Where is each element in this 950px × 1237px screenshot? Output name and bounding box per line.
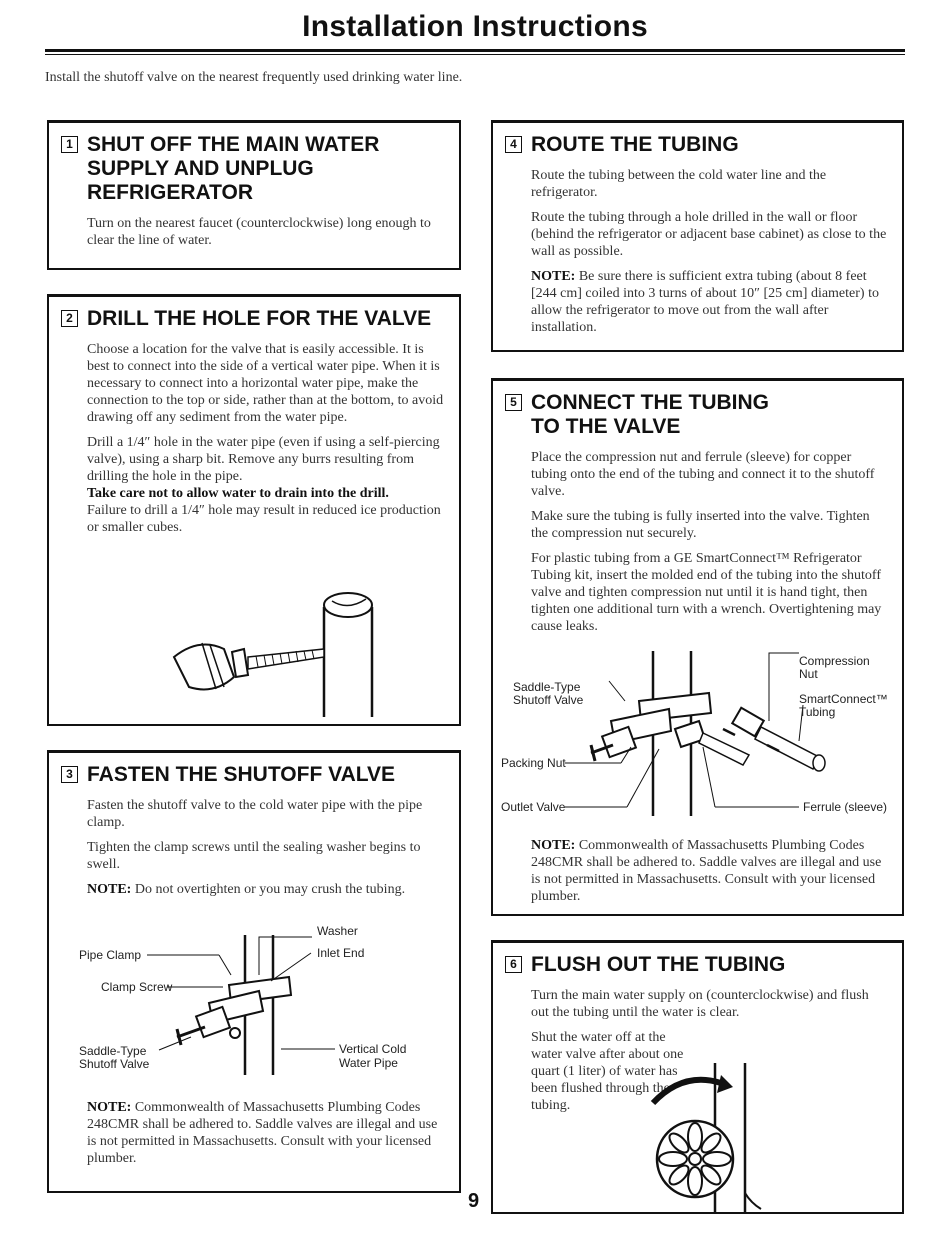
label-compression-nut: Nut <box>799 667 818 681</box>
page-title: Installation Instructions <box>302 10 648 43</box>
step-2-warning: Take care not to allow water to drain into the drill. <box>87 486 389 501</box>
label-washer: Washer <box>317 924 358 938</box>
heading-line: REFRIGERATOR <box>87 181 254 204</box>
step-6-text: Shut the water off at the water valve after about one quart (1 liter) of water has been flushed through the tubing. <box>531 1030 684 1113</box>
step-2-box <box>47 294 461 726</box>
title-rule-thin <box>45 54 905 55</box>
step-4-box <box>491 120 904 352</box>
step-2-text-a: Drill a 1/4″ hole in the water pipe (even if using a self-piercing valve), using a sharp bit. Remove any burrs resulting from drilling the hole in the pipe. <box>87 435 440 484</box>
page-number: 9 <box>468 1190 480 1212</box>
step-5-text: Place the compression nut and ferrule (sleeve) for copper tubing onto the end of the tubing and connect it to the shutoff valve. <box>531 450 875 499</box>
heading-line: FLUSH OUT THE TUBING <box>531 953 786 976</box>
note-text: Be sure there is sufficient extra tubing (about 8 feet [244 cm] coiled into 3 turns of about 10″ [25 cm] diameter) to allow the refrigerator to move out from the wall after installation. <box>531 269 879 335</box>
step-4-text: Route the tubing through a hole drilled in the wall or floor (behind the refrigerator or adjacent base cabinet) as close to the wall as possible. <box>531 210 887 259</box>
heading-line: TO THE VALVE <box>531 415 681 438</box>
step-2-text <box>87 434 447 536</box>
step-4-text: Route the tubing between the cold water line and the refrigerator. <box>531 168 827 200</box>
step-2-heading <box>61 307 447 331</box>
step-3-note <box>87 881 447 898</box>
title-rule <box>45 49 905 52</box>
label-smartconnect: SmartConnect™ <box>799 692 888 706</box>
label-ferrule: Ferrule (sleeve) <box>803 800 888 814</box>
intro-text: Install the shutoff valve on the nearest frequently used drinking water line. <box>45 70 463 85</box>
heading-line: FASTEN THE SHUTOFF VALVE <box>87 763 396 786</box>
note-text: Do not overtighten or you may crush the tubing. <box>134 882 406 897</box>
note-label: NOTE: <box>87 1100 132 1115</box>
label-saddle-valve: Saddle-Type <box>513 680 581 694</box>
step-6-box <box>491 940 904 1214</box>
step-1-heading <box>61 133 447 205</box>
note-text: Commonwealth of Massachusetts Plumbing Codes 248CMR shall be adhered to. Saddle valves are illegal and use is not permitted in Massachusetts. Consult with your licensed plumber. <box>531 838 882 904</box>
step-number: 3 <box>61 766 78 783</box>
heading-line: SHUT OFF THE MAIN WATER <box>87 133 380 156</box>
step-4-note <box>531 268 890 336</box>
step-6-heading <box>505 953 890 977</box>
label-saddle-valve: Shutoff Valve <box>513 693 584 707</box>
step-5-note <box>531 837 894 905</box>
note-label: NOTE: <box>87 882 132 897</box>
step-number: 6 <box>505 956 522 973</box>
step-1-box <box>47 120 461 270</box>
note-text: Commonwealth of Massachusetts Plumbing Codes 248CMR shall be adhered to. Saddle valves are illegal and use is not permitted in Massachusetts. Consult with your licensed plumber. <box>87 1100 438 1166</box>
step-6-text: Turn the main water supply on (counterclockwise) and flush out the tubing until the water is clear. <box>531 988 869 1020</box>
valve-handle-illustration <box>633 1063 803 1213</box>
step-2-text-b: Failure to drill a 1/4″ hole may result in reduced ice production or smaller cubes. <box>87 503 441 535</box>
note-label: NOTE: <box>531 838 576 853</box>
step-5-box <box>491 378 904 916</box>
step-3-box <box>47 750 461 1193</box>
label-pipe-clamp: Pipe Clamp <box>79 948 142 962</box>
step-3-heading <box>61 763 447 787</box>
note-label: NOTE: <box>531 269 576 284</box>
tubing-connection-diagram <box>499 651 899 821</box>
step-5-heading <box>505 391 890 439</box>
label-clamp-screw: Clamp Screw <box>101 980 173 994</box>
label-saddle-valve: Saddle-Type <box>79 1044 147 1058</box>
step-2-text: Choose a location for the valve that is easily accessible. It is best to connect into the side of a vertical water pipe. When it is necessary to connect into a horizontal water pipe, make the connection to the top or side, rather than at the bottom, to avoid drawing off any sediment from the water pipe. <box>87 342 444 425</box>
label-compression-nut: Compression <box>799 654 870 668</box>
heading-line: CONNECT THE TUBING <box>531 391 769 414</box>
step-number: 5 <box>505 394 522 411</box>
step-3-text: Fasten the shutoff valve to the cold water pipe with the pipe clamp. <box>87 798 423 830</box>
heading-line: SUPPLY AND UNPLUG <box>87 157 314 180</box>
step-5-text: Make sure the tubing is fully inserted into the valve. Tighten the compression nut securely. <box>531 509 870 541</box>
step-3-note-2 <box>87 1099 447 1167</box>
step-1-text: Turn on the nearest faucet (counterclockwise) long enough to clear the line of water. <box>87 216 431 248</box>
step-3-text: Tighten the clamp screws until the sealing washer begins to swell. <box>87 840 421 872</box>
label-vertical-pipe: Vertical Cold <box>339 1042 407 1056</box>
step-number: 1 <box>61 136 78 153</box>
step-number: 4 <box>505 136 522 153</box>
step-number: 2 <box>61 310 78 327</box>
label-smartconnect: Tubing <box>799 705 836 719</box>
heading-line: ROUTE THE TUBING <box>531 133 739 156</box>
heading-line: DRILL THE HOLE FOR THE VALVE <box>87 307 432 330</box>
step-5-text: For plastic tubing from a GE SmartConnect™ Refrigerator Tubing kit, insert the molded end of the tubing into the shutoff valve and tighten compression nut until it is hand tight, then tighten one additional turn with a wrench. Overtightening may cause leaks. <box>531 551 882 634</box>
label-inlet-end: Inlet End <box>317 946 365 960</box>
label-outlet-valve: Outlet Valve <box>501 800 566 814</box>
shutoff-valve-diagram <box>59 915 449 1075</box>
label-vertical-pipe: Water Pipe <box>339 1056 398 1070</box>
step-4-heading <box>505 133 890 157</box>
label-saddle-valve: Shutoff Valve <box>79 1057 150 1071</box>
drill-illustration <box>144 577 444 717</box>
label-packing-nut: Packing Nut <box>501 756 566 770</box>
